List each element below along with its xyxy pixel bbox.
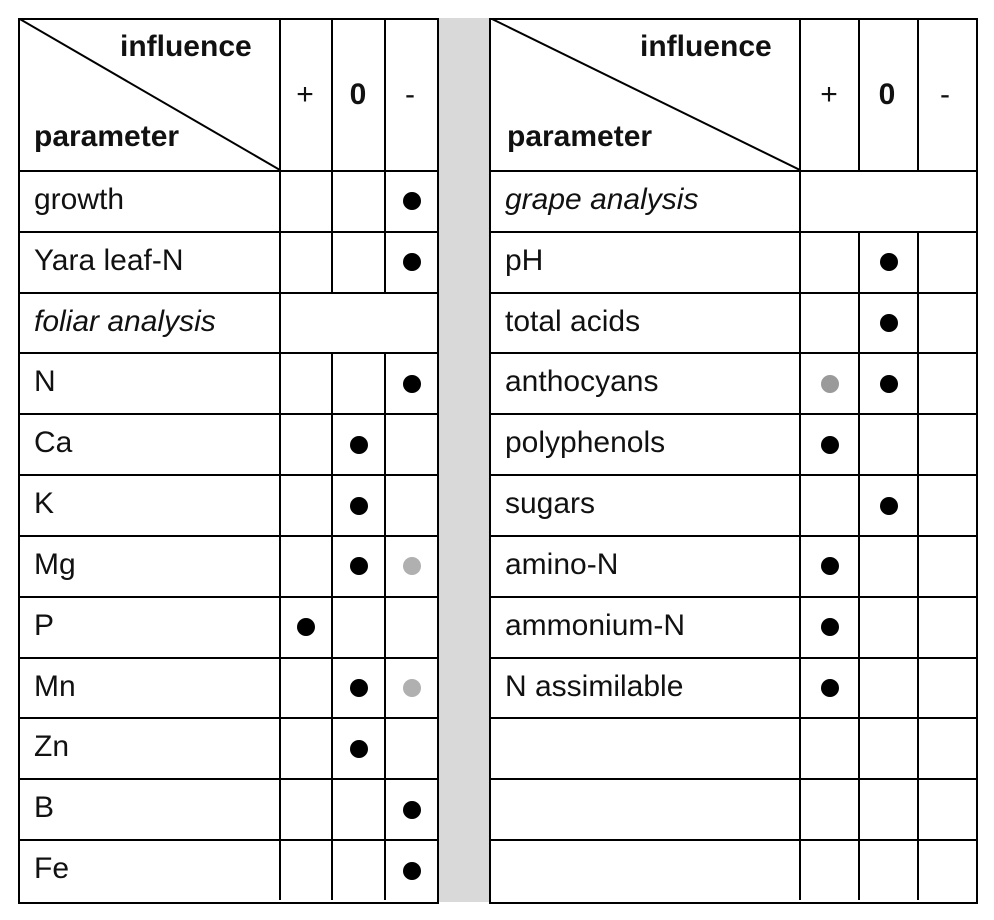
right-border-right xyxy=(976,18,978,902)
left-row-col-line xyxy=(279,778,281,839)
right-mark-zero-dot xyxy=(880,497,898,515)
right-row-label: N assimilable xyxy=(505,670,684,703)
left-mark-zero-dot xyxy=(350,436,368,454)
right-row-col-line xyxy=(799,839,801,900)
right-header-zero: 0 xyxy=(878,78,896,111)
left-row-line xyxy=(18,535,439,537)
left-row-label: Mn xyxy=(34,670,76,703)
right-row-col-line xyxy=(858,839,860,900)
left-mark-minus-dot xyxy=(403,557,421,575)
left-row-label: Zn xyxy=(34,730,70,763)
left-row-col-line xyxy=(384,717,386,778)
left-row-col-line xyxy=(331,717,333,778)
left-row-col-line xyxy=(384,839,386,900)
left-mark-minus-dot xyxy=(403,375,421,393)
left-mark-minus-dot xyxy=(403,679,421,697)
left-row-line xyxy=(18,352,439,354)
left-row-col-line xyxy=(384,474,386,535)
right-row-label: total acids xyxy=(505,305,641,338)
right-row-col-line xyxy=(917,657,919,718)
left-mark-plus-dot xyxy=(297,618,315,636)
left-row-col-line xyxy=(279,413,281,474)
left-border-bottom xyxy=(18,902,439,904)
right-mark-plus-dot xyxy=(821,557,839,575)
left-mark-zero-dot xyxy=(350,740,368,758)
right-row-col-line xyxy=(917,839,919,900)
left-row-line xyxy=(18,596,439,598)
left-border-left xyxy=(18,18,20,902)
right-mark-zero-dot xyxy=(880,314,898,332)
right-row-label: pH xyxy=(505,244,544,277)
right-row-col-line xyxy=(799,657,801,718)
left-mark-zero-dot xyxy=(350,497,368,515)
left-row-col-line xyxy=(331,596,333,657)
left-mark-minus-dot xyxy=(403,801,421,819)
right-row-col-line xyxy=(799,413,801,474)
right-header-plus: + xyxy=(820,78,838,111)
right-row-col-line xyxy=(799,231,801,292)
right-row-col-line xyxy=(858,231,860,292)
right-border-left xyxy=(489,18,491,902)
right-row-col-line xyxy=(799,292,801,353)
right-border-top xyxy=(489,18,978,20)
left-border-right xyxy=(437,18,439,902)
left-row-line xyxy=(18,657,439,659)
right-row-col-line xyxy=(799,596,801,657)
right-row-label: grape analysis xyxy=(505,183,699,216)
left-row-line xyxy=(18,474,439,476)
left-row-col-line xyxy=(384,535,386,596)
left-row-label: P xyxy=(34,609,55,642)
left-row-line xyxy=(18,839,439,841)
left-row-label: B xyxy=(34,791,55,824)
right-row-col-line xyxy=(858,352,860,413)
right-row-col-line xyxy=(799,778,801,839)
right-row-col-line xyxy=(917,352,919,413)
left-header-zero: 0 xyxy=(349,78,367,111)
right-row-col-line xyxy=(858,292,860,353)
left-row-col-line xyxy=(279,657,281,718)
left-row-col-line xyxy=(279,839,281,900)
left-row-label: Yara leaf-N xyxy=(34,244,184,277)
table-divider xyxy=(438,18,490,902)
left-header-col-line xyxy=(384,18,386,170)
left-row-col-line xyxy=(384,778,386,839)
right-header-parameter: parameter xyxy=(507,120,653,153)
left-row-label: Fe xyxy=(34,852,70,885)
right-row-line xyxy=(489,231,978,233)
right-border-bottom xyxy=(489,902,978,904)
left-row-col-line xyxy=(331,778,333,839)
right-row-col-line xyxy=(858,413,860,474)
left-header-minus: - xyxy=(405,78,415,111)
left-row-col-line xyxy=(331,231,333,292)
left-mark-zero-dot xyxy=(350,679,368,697)
right-row-col-line xyxy=(917,596,919,657)
left-row-col-line xyxy=(331,474,333,535)
right-header-minus: - xyxy=(940,78,950,111)
right-row-col-line xyxy=(917,535,919,596)
right-row-col-line xyxy=(917,231,919,292)
right-row-col-line xyxy=(858,596,860,657)
right-row-line xyxy=(489,717,978,719)
right-mark-plus-dot xyxy=(821,679,839,697)
left-row-label: Mg xyxy=(34,548,76,581)
left-row-col-line xyxy=(384,657,386,718)
right-row-line xyxy=(489,778,978,780)
right-row-line xyxy=(489,839,978,841)
right-row-col-line xyxy=(799,352,801,413)
right-row-col-line xyxy=(858,778,860,839)
right-mark-zero-dot xyxy=(880,253,898,271)
left-row-label: K xyxy=(34,487,55,520)
right-row-col-line xyxy=(858,657,860,718)
left-row-label: Ca xyxy=(34,426,73,459)
left-row-col-line xyxy=(279,231,281,292)
right-mark-plus-dot xyxy=(821,375,839,393)
left-row-col-line xyxy=(279,474,281,535)
left-row-col-line xyxy=(331,352,333,413)
left-row-col-line xyxy=(384,413,386,474)
left-row-col-line xyxy=(384,596,386,657)
left-row-label: N xyxy=(34,365,56,398)
left-header-col-line xyxy=(331,18,333,170)
left-row-col-line xyxy=(331,839,333,900)
right-row-col-line xyxy=(799,170,801,231)
right-row-col-line xyxy=(858,474,860,535)
left-row-col-line xyxy=(279,352,281,413)
left-row-col-line xyxy=(279,535,281,596)
left-mark-minus-dot xyxy=(403,862,421,880)
left-header-parameter: parameter xyxy=(34,120,180,153)
left-row-col-line xyxy=(331,657,333,718)
left-mark-minus-dot xyxy=(403,253,421,271)
right-mark-plus-dot xyxy=(821,618,839,636)
left-mark-minus-dot xyxy=(403,192,421,210)
right-mark-plus-dot xyxy=(821,436,839,454)
left-row-col-line xyxy=(384,231,386,292)
left-row-col-line xyxy=(279,170,281,231)
right-mark-zero-dot xyxy=(880,375,898,393)
right-row-label: amino-N xyxy=(505,548,619,581)
right-row-col-line xyxy=(799,535,801,596)
right-header-col-line xyxy=(799,18,801,170)
right-row-col-line xyxy=(799,717,801,778)
right-row-label: sugars xyxy=(505,487,596,520)
left-row-line xyxy=(18,413,439,415)
right-row-label: anthocyans xyxy=(505,365,659,398)
left-mark-zero-dot xyxy=(350,557,368,575)
right-row-label: ammonium-N xyxy=(505,609,686,642)
right-row-col-line xyxy=(858,535,860,596)
right-row-col-line xyxy=(917,474,919,535)
left-row-col-line xyxy=(331,170,333,231)
right-row-col-line xyxy=(917,292,919,353)
left-row-label: growth xyxy=(34,183,125,216)
right-row-col-line xyxy=(799,474,801,535)
left-header-col-line xyxy=(279,18,281,170)
right-row-label: polyphenols xyxy=(505,426,666,459)
left-row-label: foliar analysis xyxy=(34,305,216,338)
left-row-col-line xyxy=(384,170,386,231)
left-header-influence: influence xyxy=(120,30,252,63)
left-row-col-line xyxy=(331,535,333,596)
left-row-col-line xyxy=(279,596,281,657)
right-header-col-line xyxy=(917,18,919,170)
left-border-top xyxy=(18,18,439,20)
right-row-col-line xyxy=(858,717,860,778)
left-row-col-line xyxy=(279,292,281,353)
left-row-col-line xyxy=(279,717,281,778)
right-row-col-line xyxy=(917,413,919,474)
left-row-col-line xyxy=(384,352,386,413)
right-row-col-line xyxy=(917,778,919,839)
left-row-line xyxy=(18,778,439,780)
left-row-col-line xyxy=(331,413,333,474)
right-header-col-line xyxy=(858,18,860,170)
left-header-plus: + xyxy=(296,78,314,111)
right-header-influence: influence xyxy=(640,30,772,63)
right-row-col-line xyxy=(917,717,919,778)
left-row-line xyxy=(18,717,439,719)
